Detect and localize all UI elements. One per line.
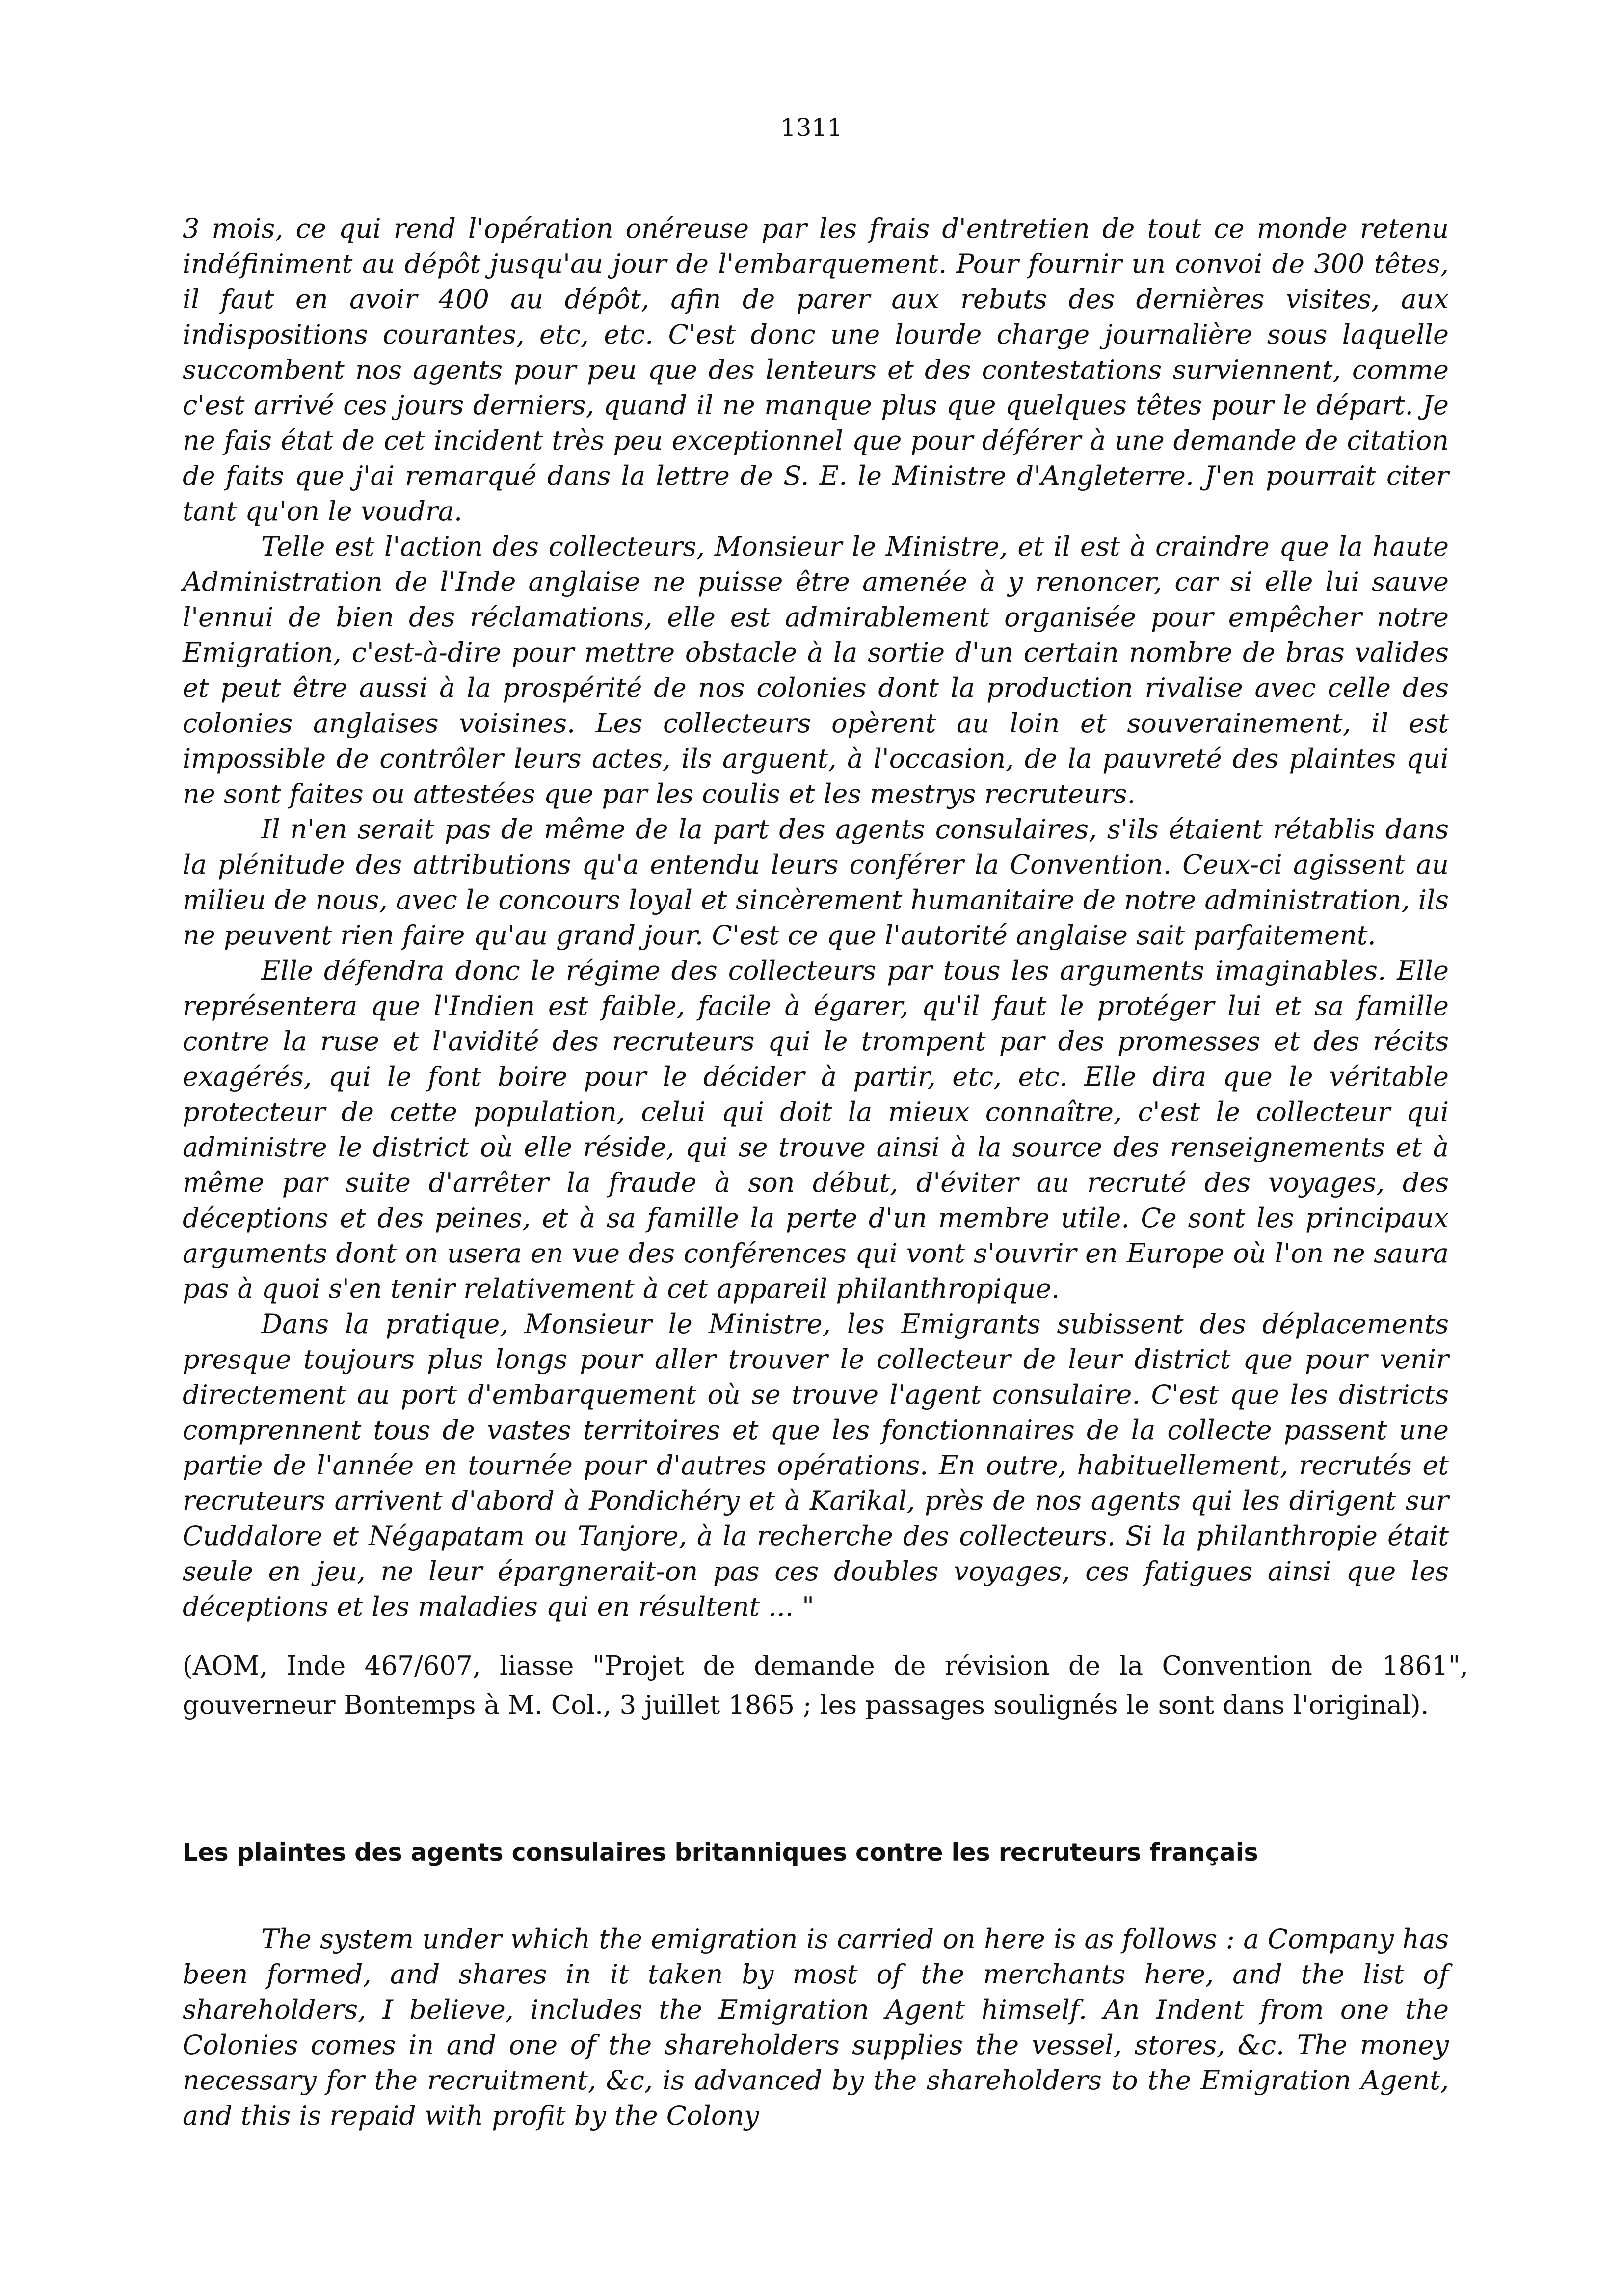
letter-excerpt [183,211,1449,1625]
section-heading: Les plaintes des agents consulaires britanniques contre les recruteurs français [183,1839,1258,1867]
paragraph-2: Telle est l'action des collecteurs, Monsieur le Ministre, et il est à craindre que la haute Administration de l'Inde anglaise ne puisse être amenée à y renoncer, car si elle lui sauve l'ennui de bien des réclamations, elle est admirablement organisée pour empêcher notre Emigration, c'est-à-dire pour mettre obstacle à la sortie d'un certain nombre de bras valides et peut être aussi à la prospérité de nos colonies dont la production rivalise avec celle des colonies anglaises voisines. Les collecteurs opèrent au loin et souverainement, il est impossible de contrôler leurs actes, ils arguent, à l'occasion, de la pauvreté des plaintes qui ne sont faites ou attestées que par les coulis et les mestrys recruteurs. [183,531,1449,809]
paragraph-3: Il n'en serait pas de même de la part des agents consulaires, s'ils étaient rétablis dans la plénitude des attributions qu'a entendu leurs conférer la Convention. Ceux-ci agissent au milieu de nous, avec le concours loyal et sincèrement humanitaire de notre administration, ils ne peuvent rien faire qu'au grand jour. C'est ce que l'autorité anglaise sait parfaitement. [183,814,1449,951]
english-excerpt [183,1922,1449,2134]
source-citation: (AOM, Inde 467/607, liasse "Projet de demande de révision de la Convention de 1861", gouverneur Bontemps à M. Col., 3 juillet 1865 ; les passages soulignés le sont dans l'original). [183,1651,1468,1720]
english-paragraph-1: The system under which the emigration is carried on here is as follows : a Company has been formed, and shares in it taken by most of the merchants here, and the list of shareholders, I believe, includes the Emigration Agent himself. An Indent from one the Colonies comes in and one of the shareholders supplies the vessel, stores, &c. The money necessary for the recruitment, &c, is advanced by the shareholders to the Emigration Agent, and this is repaid with profit by the Colony [183,1923,1449,2131]
paragraph-1: 3 mois, ce qui rend l'opération onéreuse par les frais d'entretien de tout ce monde retenu indéfiniment au dépôt jusqu'au jour de l'embarquement. Pour fournir un convoi de 300 têtes, il faut en avoir 400 au dépôt, afin de parer aux rebuts des dernières visites, aux indispositions courantes, etc, etc. C'est donc une lourde charge journalière sous laquelle succombent nos agents pour peu que des lenteurs et des contestations surviennent, comme c'est arrivé ces jours derniers, quand il ne manque plus que quelques têtes pour le départ. Je ne fais état de cet incident très peu exceptionnel que pour déférer à une demande de citation de faits que j'ai remarqué dans la lettre de S. E. le Ministre d'Angleterre. J'en pourrait citer tant qu'on le voudra. [183,213,1449,527]
paragraph-4: Elle défendra donc le régime des collecteurs par tous les arguments imaginables. Elle représentera que l'Indien est faible, facile à égarer, qu'il faut le protéger lui et sa famille contre la ruse et l'avidité des recruteurs qui le trompent par des promesses et des récits exagérés, qui le font boire pour le décider à partir, etc, etc. Elle dira que le véritable protecteur de cette population, celui qui doit la mieux connaître, c'est le collecteur qui administre le district où elle réside, qui se trouve ainsi à la source des renseignements et à même par suite d'arrêter la fraude à son début, d'éviter au recruté des voyages, des déceptions et des peines, et à sa famille la perte d'un membre utile. Ce sont les principaux arguments dont on usera en vue des conférences qui vont s'ouvrir en Europe où l'on ne saura pas à quoi s'en tenir relativement à cet appareil philanthropique. [183,955,1449,1304]
paragraph-5: Dans la pratique, Monsieur le Ministre, les Emigrants subissent des déplacements presque toujours plus longs pour aller trouver le collecteur de leur district que pour venir directement au port d'embarquement où se trouve l'agent consulaire. C'est que les districts comprennent tous de vastes territoires et que les fonctionnaires de la collecte passent une partie de l'année en tournée pour d'autres opérations. En outre, habituellement, recrutés et recruteurs arrivent d'abord à Pondichéry et à Karikal, près de nos agents qui les dirigent sur Cuddalore et Négapatam ou Tanjore, à la recherche des collecteurs. Si la philanthropie était seule en jeu, ne leur épargnerait-on pas ces doubles voyages, ces fatigues ainsi que les déceptions et les maladies qui en résultent ... " [183,1308,1449,1622]
page-number: 1311 [780,113,843,142]
